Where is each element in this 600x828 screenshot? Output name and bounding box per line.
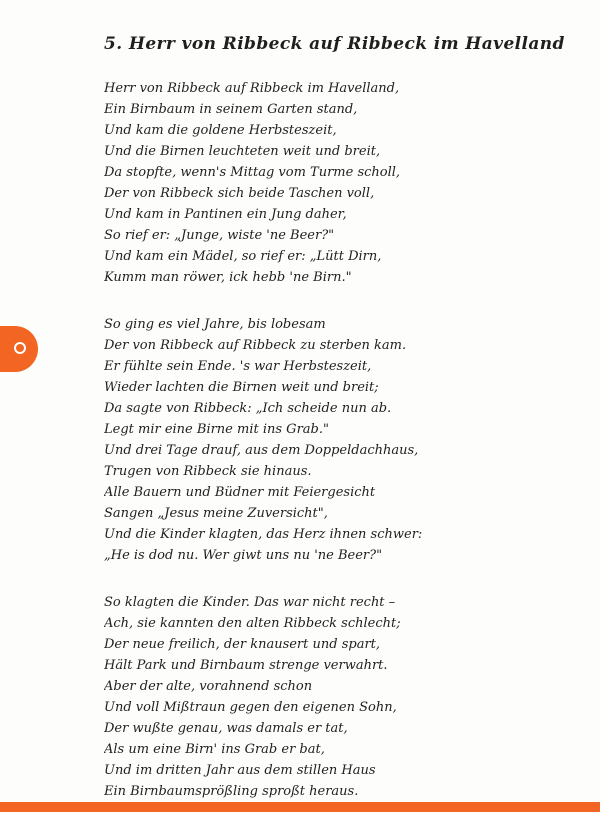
poem-line: Kumm man röwer, ick hebb 'ne Birn." [104,270,352,285]
poem-line: So ging es viel Jahre, bis lobesam [104,317,326,332]
stanza-1 [104,78,574,288]
poem-line: Sangen „Jesus meine Zuversicht", [104,506,328,521]
poem-line: Und die Birnen leuchteten weit und breit, [104,144,381,159]
poem-line: Und kam die goldene Herbsteszeit, [104,123,337,138]
poem-line: Herr von Ribbeck auf Ribbeck im Havelland, [104,81,400,96]
poem-line: Alle Bauern und Büdner mit Feiergesicht [104,485,376,500]
poem-line: So rief er: „Junge, wiste 'ne Beer?" [104,228,335,243]
poem-line: Aber der alte, vorahnend schon [104,679,313,694]
bottom-accent-bar [0,802,600,812]
poem-line: Ein Birnbaumsprößling sproßt heraus. [104,784,359,799]
page-edge-tab [0,326,38,372]
poem-line: Wieder lachten die Birnen weit und breit; [104,380,379,395]
poem-title: 5. Herr von Ribbeck auf Ribbeck im Havelland [104,34,565,54]
poem-line: Hält Park und Birnbaum strenge verwahrt. [104,658,388,673]
poem-line: Und kam ein Mädel, so rief er: „Lütt Dirn, [104,249,382,264]
poem-line: Und voll Mißtraun gegen den eigenen Sohn, [104,700,397,715]
stanza-3 [104,592,574,802]
poem-line: Und im dritten Jahr aus dem stillen Haus [104,763,376,778]
poem-line: „He is dod nu. Wer giwt uns nu 'ne Beer?" [104,548,383,563]
poem-line: Ach, sie kannten den alten Ribbeck schlecht; [104,616,401,631]
poem-line: Trugen von Ribbeck sie hinaus. [104,464,312,479]
poem-body [104,78,574,828]
poem-line: Und die Kinder klagten, das Herz ihnen schwer: [104,527,423,542]
poem-line: Und kam in Pantinen ein Jung daher, [104,207,347,222]
poem-line: Ein Birnbaum in seinem Garten stand, [104,102,358,117]
poem-line: So klagten die Kinder. Das war nicht recht – [104,595,396,610]
poem-line: Als um eine Birn' ins Grab er bat, [104,742,325,757]
poem-line: Der von Ribbeck sich beide Taschen voll, [104,186,375,201]
poem-line: Und drei Tage drauf, aus dem Doppeldachhaus, [104,443,419,458]
poem-line: Legt mir eine Birne mit ins Grab." [104,422,329,437]
poem-line: Da sagte von Ribbeck: „Ich scheide nun ab. [104,401,392,416]
poem-line: Der wußte genau, was damals er tat, [104,721,348,736]
poem-line: Der neue freilich, der knausert und spart, [104,637,381,652]
poem-line: Der von Ribbeck auf Ribbeck zu sterben kam. [104,338,407,353]
poem-line: Da stopfte, wenn's Mittag vom Turme scholl, [104,165,401,180]
circle-icon [14,342,26,354]
poem-line: Er fühlte sein Ende. 's war Herbsteszeit, [104,359,372,374]
stanza-2 [104,314,574,566]
